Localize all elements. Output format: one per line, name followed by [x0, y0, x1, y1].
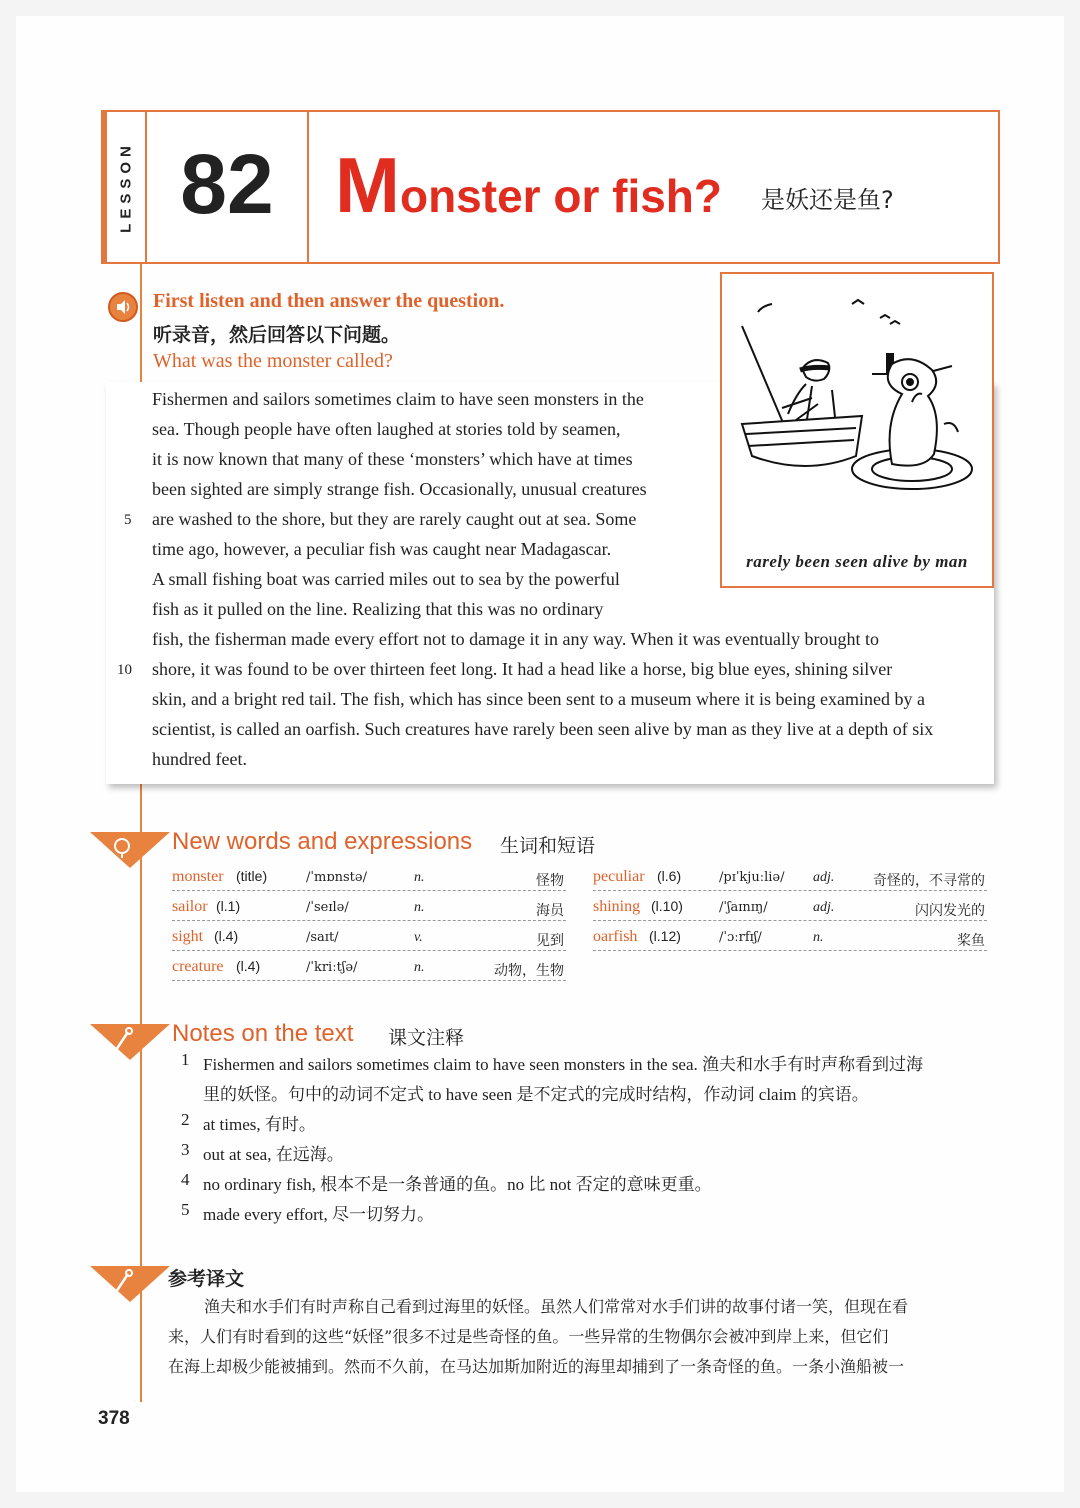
text-line: fish, the fisherman made every effort not to damage it in any way. When it was eventually brought to [152, 629, 879, 649]
lesson-label: LESSON [117, 141, 135, 233]
listen-instruction-cn: 听录音，然后回答以下问题。 [153, 324, 401, 346]
listen-instruction: First listen and then answer the question. [153, 290, 505, 312]
vocab-row [593, 894, 987, 921]
vocab-ref: (l.4) [214, 928, 239, 944]
vocab-pos: v. [414, 930, 423, 945]
speaker-glyph [110, 294, 136, 320]
vocab-ref: (l.10) [651, 898, 683, 914]
vocab-pos: n. [813, 930, 824, 945]
vocab-title: New words and expressions [172, 828, 473, 855]
text-line: fish as it pulled on the line. Realizing that this was no ordinary [152, 599, 604, 619]
notes-title: Notes on the text [172, 1020, 354, 1047]
illustration [720, 272, 994, 588]
text-line: Fishermen and sailors sometimes claim to have seen monsters in the [152, 389, 644, 409]
notes-title-cn: 课文注释 [388, 1027, 465, 1049]
vocab-row [593, 864, 987, 891]
note-text: made every effort, 尽一切努力。 [203, 1205, 435, 1224]
pen-icon [90, 1258, 170, 1304]
vocab-meaning: 怪物 [536, 873, 564, 889]
vocab-ref: (l.12) [649, 928, 681, 944]
vocab-row [172, 894, 566, 921]
vocab-pos: adj. [813, 900, 835, 915]
vocab-word: monster [172, 868, 224, 885]
note-text: 里的妖怪。句中的动词不定式 to have seen 是不定式的完成时结构，作动词 claim 的宾语。 [203, 1085, 869, 1104]
vocab-row [172, 864, 566, 891]
vocab-word: shining [593, 898, 641, 915]
note-number: 5 [181, 1200, 190, 1219]
pen-icon [90, 1016, 170, 1062]
line-number: 5 [124, 512, 132, 528]
vocab-meaning: 海员 [536, 903, 564, 919]
header-divider [307, 112, 309, 262]
line-number: 10 [117, 662, 132, 678]
note-text: out at sea, 在远海。 [203, 1145, 344, 1164]
lesson-header [101, 110, 1000, 264]
vocab-pos: adj. [813, 870, 835, 885]
note-number: 2 [181, 1110, 190, 1129]
text-line: been sighted are simply strange fish. Occasionally, unusual creatures [152, 479, 647, 499]
title-initial: M [335, 141, 400, 229]
vocab-meaning: 桨鱼 [957, 933, 985, 949]
vocab-row [172, 924, 566, 951]
vocab-ref: (l.4) [236, 958, 261, 974]
vocab-ipa: /ˈɔːrfɪʃ/ [719, 930, 762, 945]
text-line: A small fishing boat was carried miles out to sea by the powerful [152, 569, 620, 589]
note-number: 4 [181, 1170, 190, 1189]
lesson-title [335, 140, 722, 241]
vocab-pos: n. [414, 870, 425, 885]
vocab-row [172, 954, 566, 981]
vocab-ipa: /pɪˈkjuːliə/ [719, 870, 785, 885]
bulb-icon [90, 824, 170, 870]
text-line: are washed to the shore, but they are rarely caught out at sea. Some [152, 509, 637, 529]
text-line: hundred feet. [152, 749, 247, 769]
listen-question: What was the monster called? [153, 350, 393, 372]
vocab-ipa: /saɪt/ [306, 930, 339, 945]
note-text: at times, 有时。 [203, 1115, 316, 1134]
page-number: 378 [98, 1408, 130, 1429]
text-line: skin, and a bright red tail. The fish, which has since been sent to a museum where it is being examined by a [152, 689, 925, 709]
vocab-row [593, 924, 987, 951]
lesson-number: 82 [180, 137, 274, 231]
vocab-ipa: /ˈkriːtʃə/ [306, 960, 358, 975]
vocab-ref: (title) [236, 868, 268, 884]
translation-line: 来，人们有时看到的这些“妖怪”很多不过是些奇怪的鱼。一些异常的生物偶尔会被冲到岸上来，但它们 [168, 1327, 889, 1346]
lesson-label-box [107, 112, 145, 262]
speaker-icon[interactable] [108, 292, 138, 322]
fisherman-monster-drawing [722, 274, 992, 534]
vocab-pos: n. [414, 900, 425, 915]
illustration-caption: rarely been seen alive by man [746, 552, 968, 571]
translation-title: 参考译文 [168, 1268, 245, 1290]
vocab-word: creature [172, 958, 224, 975]
vocab-pos: n. [414, 960, 425, 975]
text-line: scientist, is called an oarfish. Such creatures have rarely been seen alive by man as they live at a depth of six [152, 719, 934, 739]
note-number: 3 [181, 1140, 190, 1159]
note-number: 1 [181, 1050, 190, 1069]
vocab-ipa: /ˈseɪlə/ [306, 900, 349, 915]
text-line: time ago, however, a peculiar fish was caught near Madagascar. [152, 539, 612, 559]
vocab-title-cn: 生词和短语 [500, 835, 596, 857]
note-text: no ordinary fish, 根本不是一条普通的鱼。no 比 not 否定的意味更重。 [203, 1175, 712, 1194]
vocab-meaning: 见到 [536, 933, 564, 949]
vocab-meaning: 闪闪发光的 [915, 903, 985, 919]
vocab-meaning: 奇怪的，不寻常的 [873, 873, 985, 889]
vocab-ref: (l.6) [657, 868, 682, 884]
translation-line: 在海上却极少能被捕到。然而不久前，在马达加斯加附近的海里却捕到了一条奇怪的鱼。一条小渔船被一 [168, 1357, 905, 1376]
vocab-ipa: /ˈmɒnstə/ [306, 870, 367, 885]
vocab-meaning: 动物，生物 [494, 963, 564, 979]
note-text: Fishermen and sailors sometimes claim to have seen monsters in the sea. 渔夫和水手有时声称看到过海 [203, 1055, 924, 1074]
vocab-word: oarfish [593, 928, 638, 945]
lesson-title-cn: 是妖还是鱼? [761, 186, 894, 214]
vocab-word: sailor [172, 898, 208, 915]
title-rest: onster or fish? [399, 170, 723, 222]
text-line: shore, it was found to be over thirteen feet long. It had a head like a horse, big blue eyes, shining silver [152, 659, 893, 679]
text-line: it is now known that many of these ‘monsters’ which have at times [152, 449, 633, 469]
translation-line: 渔夫和水手们有时声称自己看到过海里的妖怪。虽然人们常常对水手们讲的故事付诸一笑，但现在看 [204, 1297, 909, 1316]
vocab-word: peculiar [593, 868, 645, 885]
vocab-ipa: /ˈʃaɪnɪŋ/ [719, 900, 768, 915]
vocab-ref: (l.1) [216, 898, 241, 914]
text-line: sea. Though people have often laughed at stories told by seamen, [152, 419, 621, 439]
vocab-word: sight [172, 928, 204, 945]
